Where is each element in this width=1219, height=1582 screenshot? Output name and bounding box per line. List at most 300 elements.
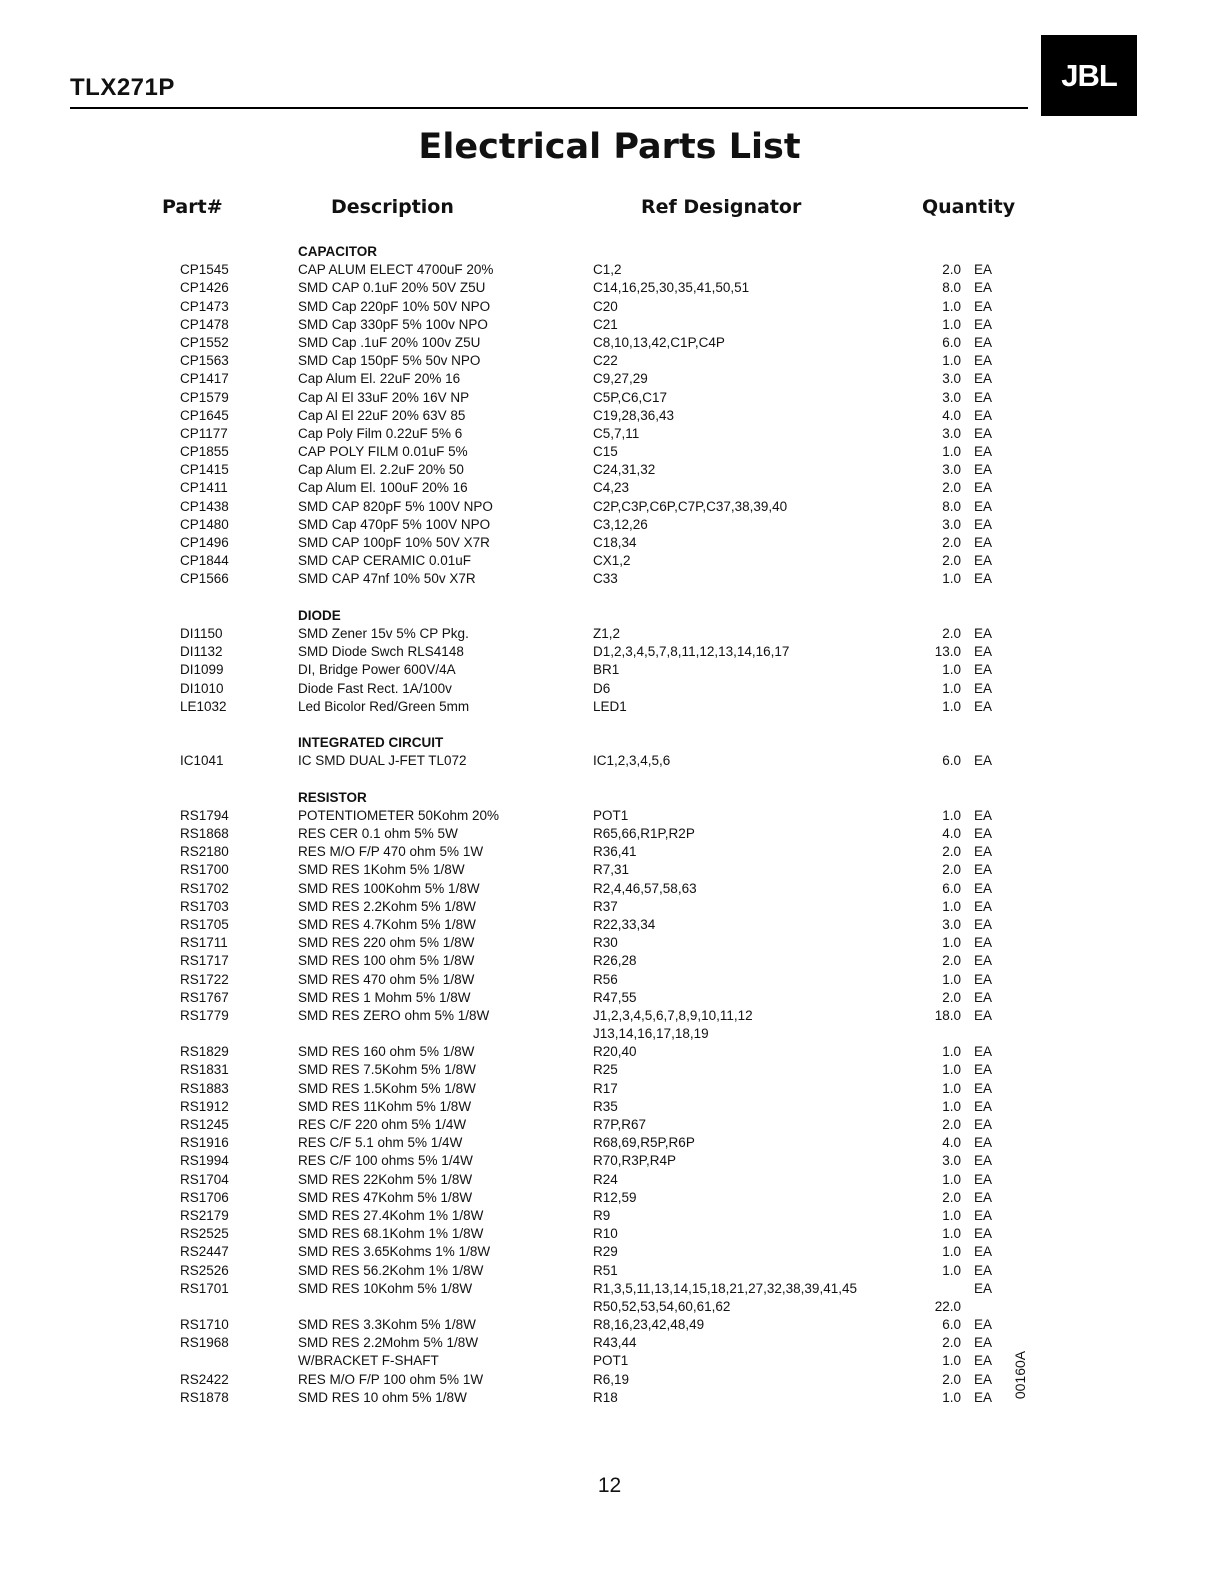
ref-designator: R17 bbox=[593, 1080, 618, 1096]
part-description: SMD RES 56.2Kohm 1% 1/8W bbox=[298, 1262, 484, 1278]
table-row bbox=[0, 370, 1219, 388]
parts-table bbox=[0, 243, 1219, 1407]
col-header-part: Part# bbox=[162, 196, 223, 218]
ref-designator: C19,28,36,43 bbox=[593, 407, 675, 423]
quantity-unit: EA bbox=[974, 680, 993, 696]
quantity-value: 1.0 bbox=[942, 1353, 961, 1369]
quantity-value: 3.0 bbox=[942, 516, 961, 532]
page-number: 12 bbox=[597, 1474, 622, 1497]
table-row bbox=[0, 1389, 1219, 1407]
quantity-unit: EA bbox=[974, 480, 993, 496]
part-description: SMD RES 3.3Kohm 5% 1/8W bbox=[298, 1317, 476, 1333]
table-row bbox=[0, 1152, 1219, 1170]
quantity-unit: EA bbox=[974, 844, 993, 860]
ref-designator: C2P,C3P,C6P,C7P,C37,38,39,40 bbox=[593, 498, 788, 514]
part-description: IC SMD DUAL J-FET TL072 bbox=[298, 753, 467, 769]
table-row bbox=[0, 334, 1219, 352]
quantity-unit: EA bbox=[974, 353, 993, 369]
part-description: RES M/O F/P 470 ohm 5% 1W bbox=[298, 844, 484, 860]
section-heading bbox=[0, 607, 1219, 625]
part-number: RS1916 bbox=[180, 1135, 229, 1151]
table-row bbox=[0, 1061, 1219, 1079]
table-row bbox=[0, 516, 1219, 534]
part-number: RS1883 bbox=[180, 1080, 229, 1096]
ref-designator: R20,40 bbox=[593, 1044, 637, 1060]
part-number: RS1245 bbox=[180, 1117, 229, 1132]
ref-designator: R47,55 bbox=[593, 989, 637, 1005]
part-description: SMD RES 10 ohm 5% 1/8W bbox=[298, 1389, 467, 1405]
table-row bbox=[0, 1262, 1219, 1280]
table-row bbox=[0, 534, 1219, 552]
part-number: DI1150 bbox=[180, 625, 223, 641]
part-description: SMD RES 47Kohm 5% 1/8W bbox=[298, 1189, 473, 1205]
quantity-value: 1.0 bbox=[942, 571, 961, 587]
part-description: SMD RES 100 ohm 5% 1/8W bbox=[298, 953, 475, 969]
ref-designator: R65,66,R1P,R2P bbox=[593, 826, 695, 841]
quantity-unit: EA bbox=[974, 625, 993, 641]
part-number: RS2179 bbox=[180, 1207, 229, 1223]
part-number: IC1041 bbox=[180, 753, 224, 769]
part-description: DI, Bridge Power 600V/4A bbox=[298, 662, 456, 678]
table-row bbox=[0, 661, 1219, 679]
ref-designator: R43,44 bbox=[593, 1335, 637, 1351]
table-row bbox=[0, 1280, 1219, 1298]
part-description: SMD RES 100Kohm 5% 1/8W bbox=[298, 880, 480, 896]
part-description: SMD RES 4.7Kohm 5% 1/8W bbox=[298, 916, 476, 932]
part-number: RS1700 bbox=[180, 862, 229, 878]
quantity-unit: EA bbox=[974, 971, 993, 987]
section-title: RESISTOR bbox=[298, 789, 367, 805]
quantity-value: 18.0 bbox=[934, 1007, 961, 1023]
table-row bbox=[0, 1171, 1219, 1189]
table-row bbox=[0, 952, 1219, 970]
row-spacer bbox=[0, 716, 1219, 734]
quantity-unit: EA bbox=[974, 334, 993, 350]
table-row bbox=[0, 352, 1219, 370]
quantity-unit: EA bbox=[974, 1317, 993, 1333]
part-number: CP1496 bbox=[180, 535, 229, 550]
quantity-value: 1.0 bbox=[942, 1262, 961, 1278]
quantity-value: 2.0 bbox=[942, 1117, 961, 1132]
part-number: RS2180 bbox=[180, 844, 229, 860]
quantity-unit: EA bbox=[974, 1044, 993, 1060]
quantity-unit: EA bbox=[974, 698, 993, 714]
part-description: Diode Fast Rect. 1A/100v bbox=[298, 680, 452, 696]
table-row bbox=[0, 1225, 1219, 1243]
ref-designator: C4,23 bbox=[593, 480, 630, 496]
quantity-value: 2.0 bbox=[942, 480, 961, 496]
quantity-unit: EA bbox=[974, 516, 993, 532]
table-row bbox=[0, 261, 1219, 279]
part-description: Cap Poly Film 0.22uF 5% 6 bbox=[298, 425, 463, 441]
section-title: CAPACITOR bbox=[298, 244, 378, 259]
quantity-value: 6.0 bbox=[942, 1317, 961, 1333]
part-description: SMD RES 2.2Mohm 5% 1/8W bbox=[298, 1335, 479, 1351]
ref-designator: C21 bbox=[593, 316, 618, 332]
quantity-value: 3.0 bbox=[942, 425, 961, 441]
quantity-unit: EA bbox=[974, 1080, 993, 1096]
part-description: CAP POLY FILM 0.01uF 5% bbox=[298, 444, 468, 460]
quantity-value: 1.0 bbox=[942, 1171, 961, 1187]
quantity-value: 1.0 bbox=[942, 1080, 961, 1096]
quantity-unit: EA bbox=[974, 1371, 993, 1387]
part-description: SMD CAP CERAMIC 0.01uF bbox=[298, 553, 472, 569]
part-description: Led Bicolor Red/Green 5mm bbox=[298, 698, 470, 714]
table-row bbox=[0, 752, 1219, 770]
table-row bbox=[0, 1025, 1219, 1043]
table-row bbox=[0, 825, 1219, 843]
ref-designator: R70,R3P,R4P bbox=[593, 1153, 677, 1169]
table-row bbox=[0, 1298, 1219, 1316]
part-number: CP1645 bbox=[180, 407, 229, 423]
quantity-unit: EA bbox=[974, 1226, 993, 1242]
section-heading bbox=[0, 734, 1219, 752]
quantity-unit: EA bbox=[974, 535, 993, 550]
table-row bbox=[0, 389, 1219, 407]
ref-designator: Z1,2 bbox=[593, 625, 621, 641]
quantity-unit: EA bbox=[974, 989, 993, 1005]
section-heading bbox=[0, 243, 1219, 261]
model-name: TLX271P bbox=[70, 74, 175, 101]
table-row bbox=[0, 625, 1219, 643]
quantity-unit: EA bbox=[974, 1189, 993, 1205]
table-row bbox=[0, 1007, 1219, 1025]
quantity-value: 1.0 bbox=[942, 1226, 961, 1242]
part-number: RS2525 bbox=[180, 1226, 229, 1242]
quantity-value: 1.0 bbox=[942, 298, 961, 314]
part-description: SMD Cap 330pF 5% 100v NPO bbox=[298, 316, 488, 332]
quantity-value: 2.0 bbox=[942, 1189, 961, 1205]
ref-designator: C1,2 bbox=[593, 262, 622, 278]
part-description: SMD RES 2.2Kohm 5% 1/8W bbox=[298, 898, 476, 914]
page-title: Electrical Parts List bbox=[418, 127, 801, 167]
quantity-value: 3.0 bbox=[942, 916, 961, 932]
quantity-unit: EA bbox=[974, 371, 993, 387]
table-row bbox=[0, 698, 1219, 716]
table-row bbox=[0, 989, 1219, 1007]
quantity-unit: EA bbox=[974, 407, 993, 423]
quantity-unit: EA bbox=[974, 898, 993, 914]
ref-designator: LED1 bbox=[593, 698, 627, 714]
table-row bbox=[0, 934, 1219, 952]
table-row bbox=[0, 643, 1219, 661]
table-row bbox=[0, 407, 1219, 425]
part-number: CP1473 bbox=[180, 298, 229, 314]
quantity-unit: EA bbox=[974, 953, 993, 969]
part-number: RS1831 bbox=[180, 1062, 229, 1078]
ref-designator: D6 bbox=[593, 680, 611, 696]
table-row bbox=[0, 680, 1219, 698]
quantity-unit: EA bbox=[974, 1244, 993, 1260]
ref-designator: R6,19 bbox=[593, 1371, 630, 1387]
part-description: SMD RES 7.5Kohm 5% 1/8W bbox=[298, 1062, 476, 1078]
part-number: RS1704 bbox=[180, 1171, 229, 1187]
table-row bbox=[0, 1352, 1219, 1370]
ref-designator: R10 bbox=[593, 1226, 618, 1242]
table-row bbox=[0, 570, 1219, 588]
ref-designator: C18,34 bbox=[593, 535, 637, 550]
ref-designator: D1,2,3,4,5,7,8,11,12,13,14,16,17 bbox=[593, 644, 790, 660]
ref-designator: BR1 bbox=[593, 662, 620, 678]
ref-designator: R29 bbox=[593, 1244, 618, 1260]
ref-designator: C24,31,32 bbox=[593, 462, 656, 478]
part-number: CP1415 bbox=[180, 462, 229, 478]
quantity-value: 1.0 bbox=[942, 1207, 961, 1223]
ref-designator: R8,16,23,42,48,49 bbox=[593, 1317, 705, 1333]
ref-designator: C5,7,11 bbox=[593, 425, 640, 441]
quantity-unit: EA bbox=[974, 935, 993, 951]
table-row bbox=[0, 1207, 1219, 1225]
part-number: RS1710 bbox=[180, 1317, 229, 1333]
part-description: Cap Al El 22uF 20% 63V 85 bbox=[298, 407, 466, 423]
quantity-value: 1.0 bbox=[942, 1244, 961, 1260]
quantity-value: 4.0 bbox=[942, 826, 961, 841]
quantity-value: 2.0 bbox=[942, 953, 961, 969]
ref-designator: J1,2,3,4,5,6,7,8,9,10,11,12 bbox=[593, 1007, 753, 1023]
part-number: RS1968 bbox=[180, 1335, 229, 1351]
table-row bbox=[0, 843, 1219, 861]
quantity-unit: EA bbox=[974, 807, 993, 823]
quantity-value: 4.0 bbox=[942, 407, 961, 423]
quantity-unit: EA bbox=[974, 880, 993, 896]
table-row bbox=[0, 498, 1219, 516]
part-number: RS1701 bbox=[180, 1280, 229, 1296]
part-number: RS1878 bbox=[180, 1389, 229, 1405]
part-number: RS1703 bbox=[180, 898, 229, 914]
part-description: SMD RES 1Kohm 5% 1/8W bbox=[298, 862, 465, 878]
quantity-value: 8.0 bbox=[942, 498, 961, 514]
quantity-value: 1.0 bbox=[942, 680, 961, 696]
quantity-unit: EA bbox=[974, 1153, 993, 1169]
ref-designator: R35 bbox=[593, 1098, 618, 1114]
part-description: RES C/F 220 ohm 5% 1/4W bbox=[298, 1117, 467, 1132]
part-description: SMD RES 22Kohm 5% 1/8W bbox=[298, 1171, 473, 1187]
ref-designator: R9 bbox=[593, 1207, 611, 1223]
part-description: Cap Alum El. 2.2uF 20% 50 bbox=[298, 462, 464, 478]
quantity-value: 6.0 bbox=[942, 753, 961, 769]
table-row bbox=[0, 1316, 1219, 1334]
quantity-unit: EA bbox=[974, 1117, 993, 1132]
quantity-value: 1.0 bbox=[942, 1098, 961, 1114]
part-number: CP1478 bbox=[180, 316, 229, 332]
ref-designator: C22 bbox=[593, 353, 618, 369]
part-description: SMD RES 1 Mohm 5% 1/8W bbox=[298, 989, 471, 1005]
ref-designator: R12,59 bbox=[593, 1189, 637, 1205]
ref-designator: CX1,2 bbox=[593, 553, 631, 569]
part-number: DI1132 bbox=[180, 644, 223, 660]
quantity-unit: EA bbox=[974, 262, 993, 278]
table-row bbox=[0, 1080, 1219, 1098]
quantity-unit: EA bbox=[974, 444, 993, 460]
table-row bbox=[0, 1334, 1219, 1352]
ref-designator: C33 bbox=[593, 571, 618, 587]
row-spacer bbox=[0, 589, 1219, 607]
quantity-unit: EA bbox=[974, 1353, 993, 1369]
quantity-unit: EA bbox=[974, 571, 993, 587]
part-description: SMD CAP 47nf 10% 50v X7R bbox=[298, 571, 476, 587]
ref-designator: POT1 bbox=[593, 1353, 629, 1369]
quantity-value: 4.0 bbox=[942, 1135, 961, 1151]
ref-designator: C5P,C6,C17 bbox=[593, 389, 668, 405]
quantity-unit: EA bbox=[974, 316, 993, 332]
quantity-unit: EA bbox=[974, 280, 993, 296]
table-row bbox=[0, 807, 1219, 825]
col-header-description: Description bbox=[331, 196, 454, 218]
ref-designator: R2,4,46,57,58,63 bbox=[593, 880, 697, 896]
ref-designator: R36,41 bbox=[593, 844, 637, 860]
quantity-value: 1.0 bbox=[942, 1389, 961, 1405]
part-number: CP1177 bbox=[180, 425, 228, 441]
col-header-quantity: Quantity bbox=[922, 196, 1016, 218]
part-number: CP1579 bbox=[180, 389, 229, 405]
part-number: CP1426 bbox=[180, 280, 229, 296]
quantity-unit: EA bbox=[974, 826, 993, 841]
quantity-unit: EA bbox=[974, 753, 993, 769]
part-number: RS2447 bbox=[180, 1244, 229, 1260]
table-row bbox=[0, 1189, 1219, 1207]
ref-designator: R51 bbox=[593, 1262, 618, 1278]
ref-designator: R25 bbox=[593, 1062, 618, 1078]
ref-designator: C9,27,29 bbox=[593, 371, 648, 387]
quantity-value: 2.0 bbox=[942, 989, 961, 1005]
quantity-unit: EA bbox=[974, 862, 993, 878]
quantity-value: 2.0 bbox=[942, 1335, 961, 1351]
part-number: RS1717 bbox=[180, 953, 229, 969]
part-description: POTENTIOMETER 50Kohm 20% bbox=[298, 807, 500, 823]
ref-designator: R7P,R67 bbox=[593, 1117, 647, 1132]
table-row bbox=[0, 1243, 1219, 1261]
document-code: 00160A bbox=[1012, 1350, 1028, 1400]
part-number: RS1912 bbox=[180, 1098, 229, 1114]
ref-designator: R50,52,53,54,60,61,62 bbox=[593, 1298, 731, 1314]
table-row bbox=[0, 898, 1219, 916]
table-row bbox=[0, 552, 1219, 570]
section-title: INTEGRATED CIRCUIT bbox=[298, 735, 444, 751]
part-number: RS1829 bbox=[180, 1044, 229, 1060]
quantity-unit: EA bbox=[974, 1062, 993, 1078]
quantity-value: 1.0 bbox=[942, 1062, 961, 1078]
table-row bbox=[0, 1098, 1219, 1116]
part-number: CP1844 bbox=[180, 553, 229, 569]
part-description: SMD CAP 100pF 10% 50V X7R bbox=[298, 535, 490, 550]
part-number: RS1794 bbox=[180, 807, 229, 823]
table-row bbox=[0, 1043, 1219, 1061]
quantity-unit: EA bbox=[974, 1280, 993, 1296]
part-description: SMD RES 1.5Kohm 5% 1/8W bbox=[298, 1080, 476, 1096]
part-number: DI1010 bbox=[180, 680, 224, 696]
part-description: SMD RES 11Kohm 5% 1/8W bbox=[298, 1098, 472, 1114]
part-number: RS1994 bbox=[180, 1153, 229, 1169]
row-spacer bbox=[0, 770, 1219, 788]
table-row bbox=[0, 316, 1219, 334]
part-description: Cap Alum El. 100uF 20% 16 bbox=[298, 480, 468, 496]
part-description: SMD RES 160 ohm 5% 1/8W bbox=[298, 1044, 475, 1060]
quantity-value: 13.0 bbox=[934, 644, 961, 660]
table-row bbox=[0, 479, 1219, 497]
ref-designator: C20 bbox=[593, 298, 618, 314]
quantity-value: 2.0 bbox=[942, 553, 961, 569]
quantity-unit: EA bbox=[974, 1262, 993, 1278]
quantity-value: 2.0 bbox=[942, 625, 961, 641]
quantity-value: 3.0 bbox=[942, 1153, 961, 1169]
quantity-unit: EA bbox=[974, 498, 993, 514]
ref-designator: POT1 bbox=[593, 807, 629, 823]
part-number: CP1411 bbox=[180, 480, 228, 496]
part-number: CP1563 bbox=[180, 353, 229, 369]
quantity-unit: EA bbox=[974, 662, 993, 678]
table-row bbox=[0, 880, 1219, 898]
part-description: RES C/F 5.1 ohm 5% 1/4W bbox=[298, 1135, 463, 1151]
ref-designator: R37 bbox=[593, 898, 618, 914]
part-description: SMD Cap 150pF 5% 50v NPO bbox=[298, 353, 481, 369]
part-number: CP1855 bbox=[180, 444, 229, 460]
part-description: SMD RES 27.4Kohm 1% 1/8W bbox=[298, 1207, 484, 1223]
part-description: SMD Cap 470pF 5% 100V NPO bbox=[298, 516, 491, 532]
quantity-value: 22.0 bbox=[934, 1298, 961, 1314]
quantity-value: 6.0 bbox=[942, 334, 961, 350]
quantity-unit: EA bbox=[974, 1098, 993, 1114]
part-description: SMD Diode Swch RLS4148 bbox=[298, 644, 464, 660]
quantity-value: 6.0 bbox=[942, 880, 961, 896]
part-description: RES C/F 100 ohms 5% 1/4W bbox=[298, 1153, 473, 1169]
part-description: SMD RES 220 ohm 5% 1/8W bbox=[298, 935, 475, 951]
quantity-value: 1.0 bbox=[942, 807, 961, 823]
part-description: SMD RES 10Kohm 5% 1/8W bbox=[298, 1280, 473, 1296]
part-number: RS1779 bbox=[180, 1007, 229, 1023]
ref-designator: C3,12,26 bbox=[593, 516, 648, 532]
ref-designator: R24 bbox=[593, 1171, 618, 1187]
part-number: RS1868 bbox=[180, 826, 229, 841]
part-number: RS1705 bbox=[180, 916, 229, 932]
quantity-value: 2.0 bbox=[942, 535, 961, 550]
section-heading bbox=[0, 789, 1219, 807]
quantity-value: 2.0 bbox=[942, 1371, 961, 1387]
quantity-value: 3.0 bbox=[942, 462, 961, 478]
part-description: RES CER 0.1 ohm 5% 5W bbox=[298, 826, 458, 841]
quantity-unit: EA bbox=[974, 425, 993, 441]
table-row bbox=[0, 1116, 1219, 1134]
quantity-value: 1.0 bbox=[942, 316, 961, 332]
part-number: CP1552 bbox=[180, 334, 229, 350]
part-number: CP1480 bbox=[180, 516, 229, 532]
section-title: DIODE bbox=[298, 607, 341, 623]
quantity-value: 1.0 bbox=[942, 662, 961, 678]
quantity-value: 1.0 bbox=[942, 1044, 961, 1060]
part-description: SMD Cap 220pF 10% 50V NPO bbox=[298, 298, 491, 314]
part-description: W/BRACKET F-SHAFT bbox=[298, 1353, 439, 1369]
part-description: Cap Al El 33uF 20% 16V NP bbox=[298, 389, 470, 405]
ref-designator: R7,31 bbox=[593, 862, 630, 878]
quantity-value: 8.0 bbox=[942, 280, 961, 296]
quantity-value: 3.0 bbox=[942, 389, 961, 405]
part-number: RS1711 bbox=[180, 935, 228, 951]
table-row bbox=[0, 443, 1219, 461]
quantity-value: 3.0 bbox=[942, 371, 961, 387]
col-header-ref: Ref Designator bbox=[641, 196, 802, 218]
quantity-unit: EA bbox=[974, 553, 993, 569]
part-description: SMD RES 3.65Kohms 1% 1/8W bbox=[298, 1244, 491, 1260]
table-row bbox=[0, 916, 1219, 934]
part-number: CP1438 bbox=[180, 498, 229, 514]
quantity-unit: EA bbox=[974, 389, 993, 405]
ref-designator: R22,33,34 bbox=[593, 916, 656, 932]
ref-designator: R68,69,R5P,R6P bbox=[593, 1135, 695, 1151]
quantity-unit: EA bbox=[974, 644, 993, 660]
header-rule bbox=[70, 107, 1028, 109]
part-description: SMD RES 68.1Kohm 1% 1/8W bbox=[298, 1226, 484, 1242]
quantity-unit: EA bbox=[974, 1135, 993, 1151]
quantity-value: 2.0 bbox=[942, 862, 961, 878]
